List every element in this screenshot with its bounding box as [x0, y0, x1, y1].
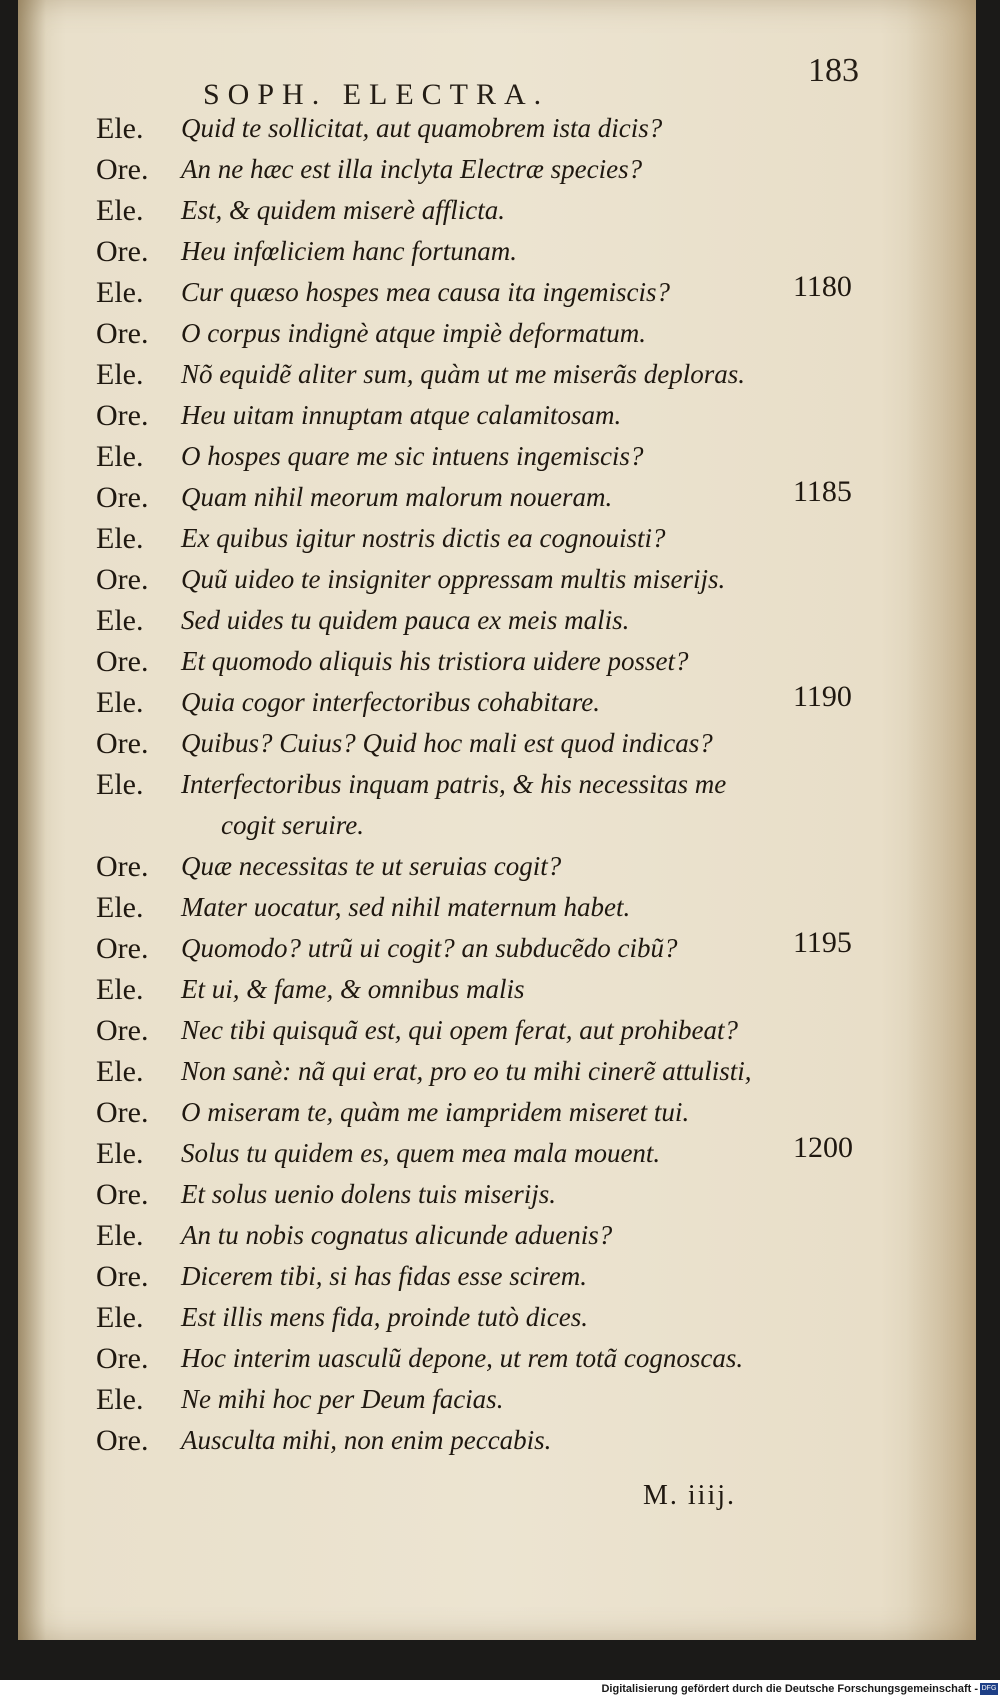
- verse-text: Mater uocatur, sed nihil maternum habet.: [181, 892, 631, 922]
- speaker-label: Ore.: [96, 932, 149, 965]
- dialogue-line: [76, 477, 976, 518]
- dfg-logo: DFG: [980, 1683, 998, 1695]
- verse-text: Non sanè: nã qui erat, pro eo tu mihi cinerẽ attulisti,: [181, 1056, 752, 1086]
- speaker-label: Ele.: [96, 891, 144, 924]
- dialogue-line: [76, 846, 976, 887]
- verse-text: Ausculta mihi, non enim peccabis.: [181, 1425, 552, 1455]
- dialogue-line: [76, 969, 976, 1010]
- dialogue-line: [76, 928, 976, 969]
- line-number: 1190: [793, 680, 852, 713]
- verse-text: Et ui, & fame, & omnibus malis: [181, 974, 525, 1004]
- speaker-label: Ele.: [96, 440, 144, 473]
- speaker-label: Ele.: [96, 358, 144, 391]
- speaker-label: Ele.: [96, 686, 144, 719]
- verse-text: Nec tibi quisquã est, qui opem ferat, aut prohibeat?: [181, 1015, 738, 1045]
- verse-text: Solus tu quidem es, quem mea mala mouent.: [181, 1138, 661, 1168]
- dialogue-line: [76, 600, 976, 641]
- verse-text: Interfectoribus inquam patris, & his necessitas me: [181, 769, 727, 799]
- line-number: 1180: [793, 270, 852, 303]
- speaker-label: Ore.: [96, 317, 149, 350]
- dialogue-line: [76, 559, 976, 600]
- dialogue-line: [76, 1174, 976, 1215]
- signature-mark: M. iiij.: [643, 1480, 737, 1511]
- verse-text: Quũ uideo te insigniter oppressam multis miserijs.: [181, 564, 726, 594]
- verse-text: Et quomodo aliquis his tristiora uidere posset?: [181, 646, 689, 676]
- speaker-label: Ele.: [96, 522, 144, 555]
- speaker-label: Ore.: [96, 850, 149, 883]
- speaker-label: Ele.: [96, 1055, 144, 1088]
- speaker-label: Ore.: [96, 1014, 149, 1047]
- dialogue-line: [76, 1010, 976, 1051]
- speaker-label: Ele.: [96, 604, 144, 637]
- speaker-label: Ele.: [96, 768, 144, 801]
- dialogue-line: [76, 764, 976, 805]
- dialogue-line: [76, 149, 976, 190]
- speaker-label: Ele.: [96, 1383, 144, 1416]
- line-number: 1200: [793, 1131, 853, 1164]
- verse-text: Quæ necessitas te ut seruias cogit?: [181, 851, 562, 881]
- verse-text: Heu uitam innuptam atque calamitosam.: [181, 400, 622, 430]
- verse-text: Quomodo? utrũ ui cogit? an subducẽdo cibũ?: [181, 933, 678, 963]
- speaker-label: Ore.: [96, 235, 149, 268]
- verse-text: Quam nihil meorum malorum noueram.: [181, 482, 613, 512]
- dialogue-line: [76, 1338, 976, 1379]
- verse-text: Ne mihi hoc per Deum facias.: [181, 1384, 504, 1414]
- verse-text: Est illis mens fida, proinde tutò dices.: [181, 1302, 588, 1332]
- line-number: 1195: [793, 926, 852, 959]
- dialogue-line: [76, 805, 976, 846]
- dialogue-line: [76, 682, 976, 723]
- dialogue-line: [76, 1379, 976, 1420]
- dialogue-line: [76, 190, 976, 231]
- gutter-shadow: [18, 0, 46, 1640]
- verse-text: Nõ equidẽ aliter sum, quàm ut me miserãs deploras.: [181, 359, 745, 389]
- dialogue-line: [76, 1256, 976, 1297]
- verse-text: Quid te sollicitat, aut quamobrem ista dicis?: [181, 113, 663, 143]
- speaker-label: Ore.: [96, 481, 149, 514]
- verse-text: O miseram te, quàm me iampridem miseret tui.: [181, 1097, 690, 1127]
- speaker-label: Ele.: [96, 1301, 144, 1334]
- speaker-label: Ele.: [96, 276, 144, 309]
- speaker-label: Ore.: [96, 1424, 149, 1457]
- verse-text: Ex quibus igitur nostris dictis ea cognouisti?: [181, 523, 666, 553]
- digitization-footer: [0, 1680, 1000, 1698]
- book-page: [18, 0, 976, 1640]
- verse-text: Sed uides tu quidem pauca ex meis malis.: [181, 605, 630, 635]
- verse-text: cogit seruire.: [221, 810, 364, 840]
- verse-text: Dicerem tibi, si has fidas esse scirem.: [181, 1261, 587, 1291]
- page-number: 183: [808, 52, 859, 89]
- dialogue-line: [76, 354, 976, 395]
- speaker-label: Ore.: [96, 1178, 149, 1211]
- verse-text: O corpus indignè atque impiè deformatum.: [181, 318, 646, 348]
- line-number: 1185: [793, 475, 852, 508]
- speaker-label: Ele.: [96, 1137, 144, 1170]
- speaker-label: Ele.: [96, 194, 144, 227]
- speaker-label: Ore.: [96, 1342, 149, 1375]
- verse-text: An ne hæc est illa inclyta Electræ species?: [181, 154, 643, 184]
- speaker-label: Ore.: [96, 153, 149, 186]
- dialogue-line: [76, 723, 976, 764]
- footer-credit: Digitalisierung gefördert durch die Deutsche Forschungsgemeinschaft -: [601, 1683, 978, 1695]
- dialogue-line: [76, 1420, 976, 1461]
- verse-text: Hoc interim uasculũ depone, ut rem totã cognoscas.: [181, 1343, 744, 1373]
- speaker-label: Ore.: [96, 563, 149, 596]
- verse-text: O hospes quare me sic intuens ingemiscis?: [181, 441, 644, 471]
- verse-text: Quibus? Cuius? Quid hoc mali est quod indicas?: [181, 728, 713, 758]
- verse-text: Cur quæso hospes mea causa ita ingemiscis?: [181, 277, 670, 307]
- dialogue-line: [76, 395, 976, 436]
- speaker-label: Ore.: [96, 399, 149, 432]
- speaker-label: Ore.: [96, 1096, 149, 1129]
- dialogue-line: [76, 518, 976, 559]
- dialogue-line: [76, 1051, 976, 1092]
- verse-text: An tu nobis cognatus alicunde aduenis?: [181, 1220, 613, 1250]
- verse-text: Quia cogor interfectoribus cohabitare.: [181, 687, 600, 717]
- dialogue-line: [76, 1297, 976, 1338]
- dialogue-line: [76, 313, 976, 354]
- speaker-label: Ore.: [96, 727, 149, 760]
- verse-text: Heu infœliciem hanc fortunam.: [181, 236, 517, 266]
- dialogue-line: [76, 1215, 976, 1256]
- dialogue-line: [76, 1133, 976, 1174]
- dialogue-lines: [76, 108, 976, 1461]
- speaker-label: Ore.: [96, 1260, 149, 1293]
- verse-text: Et solus uenio dolens tuis miserijs.: [181, 1179, 557, 1209]
- running-head: SOPH. ELECTRA.: [203, 78, 550, 111]
- dialogue-line: [76, 108, 976, 149]
- speaker-label: Ele.: [96, 112, 144, 145]
- speaker-label: Ele.: [96, 973, 144, 1006]
- dialogue-line: [76, 272, 976, 313]
- verse-text: Est, & quidem miserè afflicta.: [181, 195, 505, 225]
- speaker-label: Ele.: [96, 1219, 144, 1252]
- speaker-label: Ore.: [96, 645, 149, 678]
